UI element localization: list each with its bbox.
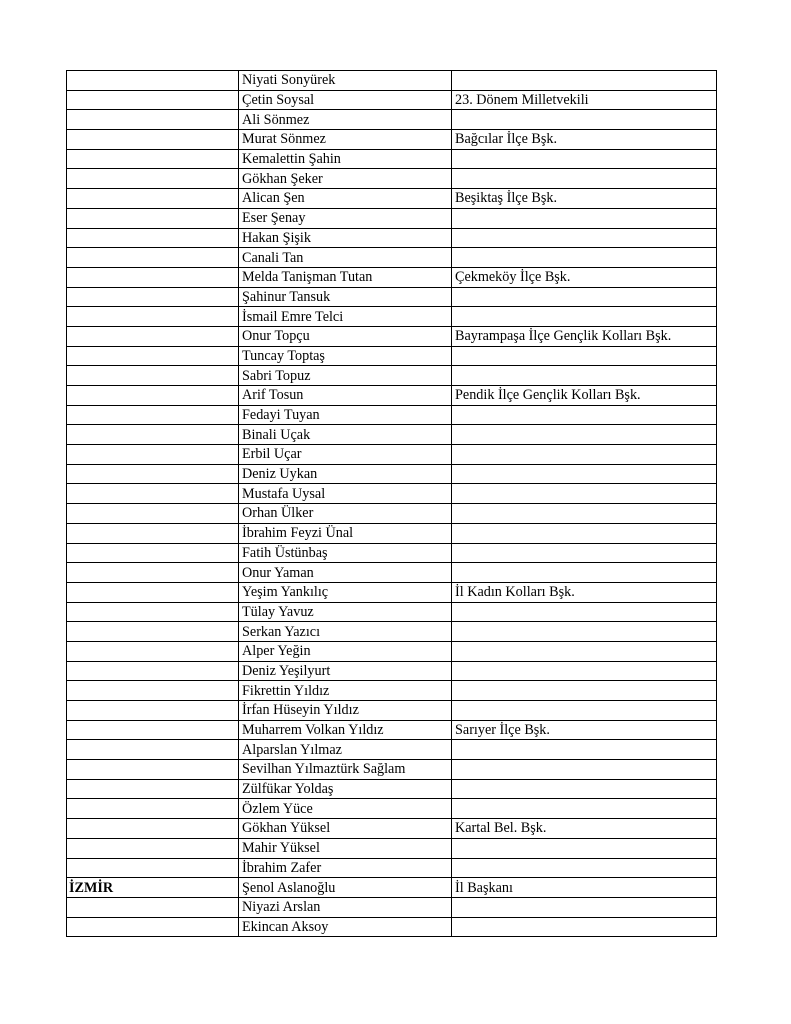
table-row (67, 523, 717, 543)
name-cell: İsmail Emre Telci (239, 307, 452, 327)
table-row (67, 307, 717, 327)
name-cell: Sabri Topuz (239, 366, 452, 386)
name-cell: Sevilhan Yılmaztürk Sağlam (239, 760, 452, 780)
name-cell: İbrahim Feyzi Ünal (239, 523, 452, 543)
city-cell (67, 149, 239, 169)
table-row (67, 819, 717, 839)
city-cell (67, 307, 239, 327)
table-row (67, 917, 717, 937)
city-cell (67, 641, 239, 661)
city-cell (67, 208, 239, 228)
city-cell (67, 523, 239, 543)
role-cell (452, 228, 717, 248)
name-cell: Deniz Uykan (239, 464, 452, 484)
name-cell: Niyazi Arslan (239, 897, 452, 917)
role-cell: 23. Dönem Milletvekili (452, 90, 717, 110)
city-cell (67, 110, 239, 130)
role-cell (452, 464, 717, 484)
table-row (67, 484, 717, 504)
table-row (67, 228, 717, 248)
city-cell (67, 405, 239, 425)
name-cell: Binali Uçak (239, 425, 452, 445)
role-cell: Bağcılar İlçe Bşk. (452, 130, 717, 150)
name-cell: Ali Sönmez (239, 110, 452, 130)
name-cell: Melda Tanişman Tutan (239, 267, 452, 287)
city-cell (67, 386, 239, 406)
role-cell (452, 71, 717, 91)
table-row (67, 641, 717, 661)
table-row (67, 208, 717, 228)
city-cell (67, 267, 239, 287)
role-cell: Sarıyer İlçe Bşk. (452, 720, 717, 740)
table-row (67, 248, 717, 268)
role-cell: Bayrampaşa İlçe Gençlik Kolları Bşk. (452, 326, 717, 346)
name-cell: Eser Şenay (239, 208, 452, 228)
city-cell (67, 189, 239, 209)
city-cell (67, 720, 239, 740)
role-cell (452, 602, 717, 622)
city-cell (67, 366, 239, 386)
role-cell (452, 897, 717, 917)
name-cell: Gökhan Yüksel (239, 819, 452, 839)
name-cell: Canali Tan (239, 248, 452, 268)
table-row (67, 622, 717, 642)
table-row (67, 326, 717, 346)
name-cell: Serkan Yazıcı (239, 622, 452, 642)
name-cell: Zülfükar Yoldaş (239, 779, 452, 799)
table-row (67, 740, 717, 760)
name-cell: Tülay Yavuz (239, 602, 452, 622)
name-cell: Niyati Sonyürek (239, 71, 452, 91)
role-cell (452, 405, 717, 425)
name-cell: Alper Yeğin (239, 641, 452, 661)
role-cell (452, 799, 717, 819)
city-cell (67, 779, 239, 799)
city-cell (67, 661, 239, 681)
role-cell (452, 563, 717, 583)
role-cell (452, 149, 717, 169)
table-row (67, 425, 717, 445)
name-cell: Murat Sönmez (239, 130, 452, 150)
role-cell (452, 307, 717, 327)
city-cell (67, 484, 239, 504)
name-cell: Deniz Yeşilyurt (239, 661, 452, 681)
table-row (67, 189, 717, 209)
city-cell (67, 543, 239, 563)
name-cell: Fedayi Tuyan (239, 405, 452, 425)
city-cell (67, 346, 239, 366)
name-cell: Arif Tosun (239, 386, 452, 406)
city-cell (67, 464, 239, 484)
table-row (67, 386, 717, 406)
table-row (67, 287, 717, 307)
city-cell (67, 326, 239, 346)
name-cell: Alparslan Yılmaz (239, 740, 452, 760)
table-row (67, 71, 717, 91)
role-cell (452, 366, 717, 386)
table-row (67, 464, 717, 484)
name-cell: Mahir Yüksel (239, 838, 452, 858)
name-cell: Tuncay Toptaş (239, 346, 452, 366)
table-row (67, 346, 717, 366)
table-row (67, 405, 717, 425)
role-cell (452, 779, 717, 799)
city-cell (67, 563, 239, 583)
role-cell (452, 838, 717, 858)
city-cell (67, 130, 239, 150)
table-row (67, 897, 717, 917)
table-row (67, 582, 717, 602)
name-cell: Kemalettin Şahin (239, 149, 452, 169)
role-cell: Beşiktaş İlçe Bşk. (452, 189, 717, 209)
city-cell (67, 838, 239, 858)
table-row (67, 543, 717, 563)
city-cell (67, 819, 239, 839)
city-cell (67, 622, 239, 642)
name-cell: Gökhan Şeker (239, 169, 452, 189)
role-cell (452, 287, 717, 307)
role-cell (452, 523, 717, 543)
role-cell (452, 208, 717, 228)
city-cell (67, 71, 239, 91)
role-cell (452, 484, 717, 504)
role-cell (452, 504, 717, 524)
role-cell (452, 760, 717, 780)
city-cell (67, 897, 239, 917)
name-cell: Mustafa Uysal (239, 484, 452, 504)
role-cell (452, 169, 717, 189)
name-cell: Fatih Üstünbaş (239, 543, 452, 563)
role-cell: Çekmeköy İlçe Bşk. (452, 267, 717, 287)
role-cell (452, 701, 717, 721)
name-cell: Şahinur Tansuk (239, 287, 452, 307)
city-cell (67, 169, 239, 189)
table-row (67, 858, 717, 878)
role-cell (452, 917, 717, 937)
city-cell (67, 90, 239, 110)
table-row (67, 445, 717, 465)
name-cell: Erbil Uçar (239, 445, 452, 465)
city-cell (67, 582, 239, 602)
city-cell (67, 287, 239, 307)
member-table (66, 70, 717, 937)
name-cell: Şenol Aslanoğlu (239, 878, 452, 898)
table-row (67, 838, 717, 858)
city-cell (67, 858, 239, 878)
name-cell: Fikrettin Yıldız (239, 681, 452, 701)
name-cell: Muharrem Volkan Yıldız (239, 720, 452, 740)
role-cell (452, 681, 717, 701)
role-cell (452, 445, 717, 465)
role-cell (452, 641, 717, 661)
name-cell: Özlem Yüce (239, 799, 452, 819)
city-cell (67, 445, 239, 465)
table-row (67, 366, 717, 386)
table-row (67, 661, 717, 681)
city-cell (67, 681, 239, 701)
role-cell (452, 248, 717, 268)
city-cell (67, 425, 239, 445)
role-cell (452, 543, 717, 563)
city-cell (67, 602, 239, 622)
role-cell: Pendik İlçe Gençlik Kolları Bşk. (452, 386, 717, 406)
table-row (67, 602, 717, 622)
name-cell: Onur Yaman (239, 563, 452, 583)
city-cell (67, 799, 239, 819)
table-row (67, 504, 717, 524)
table-row (67, 681, 717, 701)
name-cell: Yeşim Yankılıç (239, 582, 452, 602)
name-cell: Ekincan Aksoy (239, 917, 452, 937)
table-row (67, 110, 717, 130)
table-row (67, 878, 717, 898)
table-row (67, 563, 717, 583)
name-cell: Çetin Soysal (239, 90, 452, 110)
name-cell: Alican Şen (239, 189, 452, 209)
name-cell: Onur Topçu (239, 326, 452, 346)
table-row (67, 760, 717, 780)
table-row (67, 149, 717, 169)
role-cell: İl Kadın Kolları Bşk. (452, 582, 717, 602)
table-row (67, 701, 717, 721)
city-cell: İZMİR (67, 878, 239, 898)
member-table-body (67, 71, 717, 937)
table-row (67, 90, 717, 110)
city-cell (67, 701, 239, 721)
role-cell: Kartal Bel. Bşk. (452, 819, 717, 839)
city-cell (67, 248, 239, 268)
name-cell: Orhan Ülker (239, 504, 452, 524)
role-cell (452, 425, 717, 445)
table-row (67, 267, 717, 287)
table-row (67, 130, 717, 150)
table-row (67, 799, 717, 819)
role-cell: İl Başkanı (452, 878, 717, 898)
city-cell (67, 504, 239, 524)
role-cell (452, 858, 717, 878)
city-cell (67, 917, 239, 937)
role-cell (452, 110, 717, 130)
role-cell (452, 622, 717, 642)
city-cell (67, 740, 239, 760)
role-cell (452, 740, 717, 760)
name-cell: İrfan Hüseyin Yıldız (239, 701, 452, 721)
table-row (67, 169, 717, 189)
name-cell: Hakan Şişik (239, 228, 452, 248)
table-row (67, 779, 717, 799)
role-cell (452, 661, 717, 681)
city-cell (67, 228, 239, 248)
name-cell: İbrahim Zafer (239, 858, 452, 878)
table-row (67, 720, 717, 740)
city-cell (67, 760, 239, 780)
role-cell (452, 346, 717, 366)
